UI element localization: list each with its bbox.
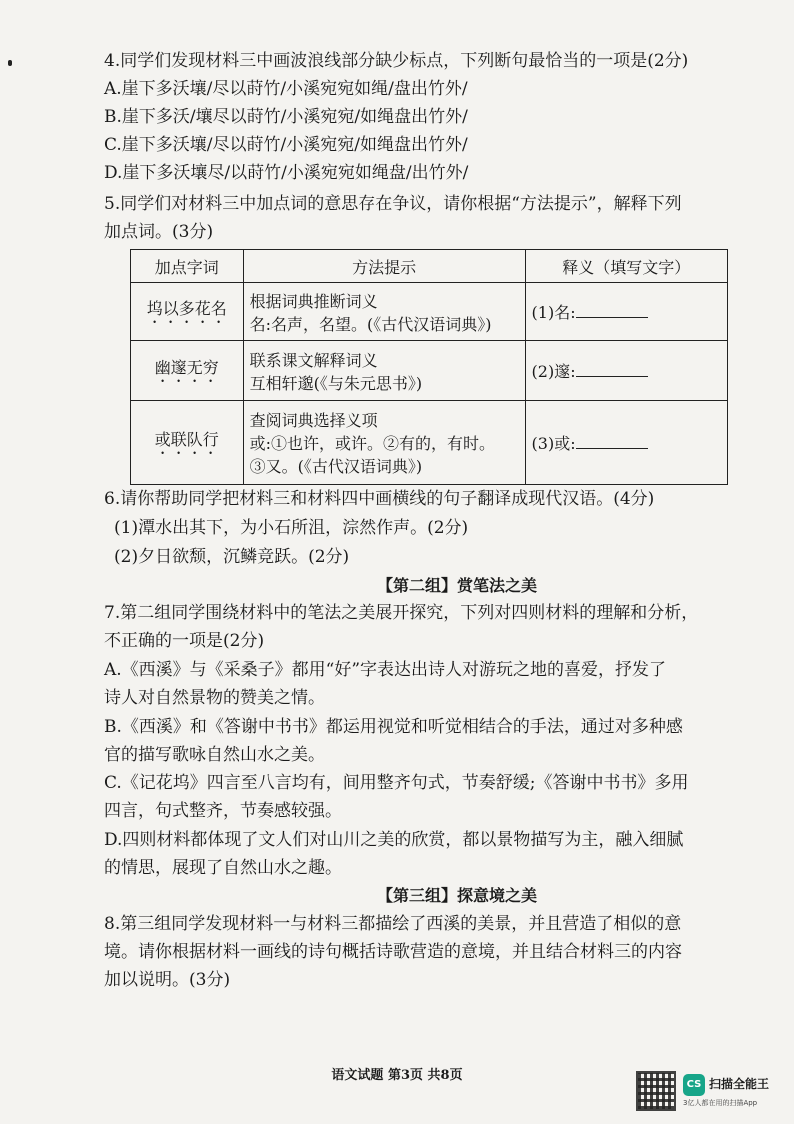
q4-stem: 4.同学们发现材料三中画波浪线部分缺少标点，下列断句最恰当的一项是(2分): [104, 51, 689, 71]
q4-option-b: B.崖下多沃/壤尽以莳竹/小溪宛宛/如绳盘出竹外/: [104, 107, 468, 127]
table-row: [131, 341, 728, 401]
q7-line-c2: 四言，句式整齐，节奏感较强。: [104, 801, 342, 821]
method-table: [130, 249, 728, 485]
row2-hint: [243, 341, 525, 401]
row1-word-text: 坞以多花名: [146, 299, 227, 318]
q7-line-b1: B.《西溪》和《答谢中书书》都运用视觉和听觉相结合的手法，通过对多种感: [104, 717, 683, 737]
row2-word-text: 幽邃无穷: [154, 358, 219, 377]
table-row: [131, 401, 728, 485]
page-footer: 语文试题 第3页 共8页: [331, 1068, 463, 1083]
row2-answer-label: (2)邃:: [531, 362, 576, 381]
q7-line-b2: 官的描写歌咏自然山水之美。: [104, 745, 325, 765]
section-title-2-text: 【第二组】赏笔法之美: [376, 576, 537, 595]
q7-line-d1: D.四则材料都体现了文人们对山川之美的欣赏，都以景物描写为主，融入细腻: [104, 830, 684, 850]
q6-item-1: (1)潭水出其下，为小石所沮，淙然作声。(2分): [114, 518, 469, 538]
section-title-2: [0, 575, 794, 597]
camscanner-logo-icon: CS: [683, 1074, 705, 1096]
header-hint: 方法提示: [243, 250, 525, 283]
row3-answer: [525, 401, 727, 485]
answer-blank-1[interactable]: [576, 303, 648, 318]
scanner-tagline: 3亿人都在用的扫描App: [683, 1099, 758, 1107]
table-header-row: [131, 250, 728, 283]
answer-blank-2[interactable]: [576, 362, 648, 377]
q7-stem-1: 7.第二组同学围绕材料中的笔法之美展开探究，下列对四则材料的理解和分析，: [104, 603, 699, 623]
q7-stem-2: 不正确的一项是(2分): [104, 631, 265, 651]
q7-line-d2: 的情思，展现了自然山水之趣。: [104, 858, 342, 878]
row1-answer: [525, 283, 727, 341]
q4-option-a: A.崖下多沃壤/尽以莳竹/小溪宛宛如绳/盘出竹外/: [104, 79, 468, 99]
q4-option-c: C.崖下多沃壤/尽以莳竹/小溪宛宛/如绳盘出竹外/: [104, 135, 468, 155]
row2-word: [131, 341, 244, 401]
q7-line-a1: A.《西溪》与《采桑子》都用“好”字表达出诗人对游玩之地的喜爱，抒发了: [104, 660, 667, 680]
scanner-app-name: 扫描全能王: [709, 1077, 770, 1091]
row3-hint-line1: 查阅词典选择义项: [249, 411, 378, 430]
table-row: [131, 283, 728, 341]
qr-code-icon: [636, 1071, 676, 1111]
section-title-3: [0, 885, 794, 907]
row3-word-text: 或联队行: [154, 430, 219, 449]
margin-mark: [8, 60, 12, 66]
answer-blank-3[interactable]: [576, 434, 648, 449]
q5-stem-1: 5.同学们对材料三中加点词的意思存在争议，请你根据“方法提示”，解释下列: [104, 194, 682, 214]
q5-stem-2: 加点词。(3分): [104, 222, 214, 242]
row1-hint-line1: 根据词典推断词义: [249, 291, 378, 311]
q8-line-3: 加以说明。(3分): [104, 970, 231, 990]
row2-hint-line1: 联系课文解释词义: [249, 350, 378, 370]
row3-hint-line2: 或:①也许，或许。②有的，有时。: [249, 434, 496, 453]
section-title-3-text: 【第三组】探意境之美: [376, 886, 537, 905]
q6-item-2: (2)夕日欲颓，沉鳞竞跃。(2分): [114, 547, 350, 567]
q7-line-a2: 诗人对自然景物的赞美之情。: [104, 688, 325, 708]
row3-answer-label: (3)或:: [531, 434, 576, 453]
q4-option-d: D.崖下多沃壤尽/以莳竹/小溪宛宛如绳盘/出竹外/: [104, 163, 469, 183]
header-word: 加点字词: [131, 250, 244, 283]
q8-line-1: 8.第三组同学发现材料一与材料三都描绘了西溪的美景，并且营造了相似的意: [104, 914, 682, 934]
q7-line-c1: C.《记花坞》四言至八言均有，间用整齐句式，节奏舒缓;《答谢中书书》多用: [104, 773, 689, 793]
q6-stem: 6.请你帮助同学把材料三和材料四中画横线的句子翻译成现代汉语。(4分): [104, 489, 655, 509]
row2-answer: [525, 341, 727, 401]
row1-hint: [243, 283, 525, 341]
q8-line-2: 境。请你根据材料一画线的诗句概括诗歌营造的意境，并且结合材料三的内容: [104, 942, 682, 962]
row1-word: [131, 283, 244, 341]
row2-hint-line2: 互相轩邈(《与朱元思书》): [249, 373, 423, 393]
row3-hint: [243, 401, 525, 485]
row3-word: [131, 401, 244, 485]
header-answer: 释义（填写文字）: [525, 250, 727, 283]
row1-answer-label: (1)名:: [531, 303, 576, 322]
row3-hint-line3: ③又。(《古代汉语词典》): [249, 457, 423, 476]
row1-hint-line2: 名:名声，名望。(《古代汉语词典》): [249, 314, 492, 334]
